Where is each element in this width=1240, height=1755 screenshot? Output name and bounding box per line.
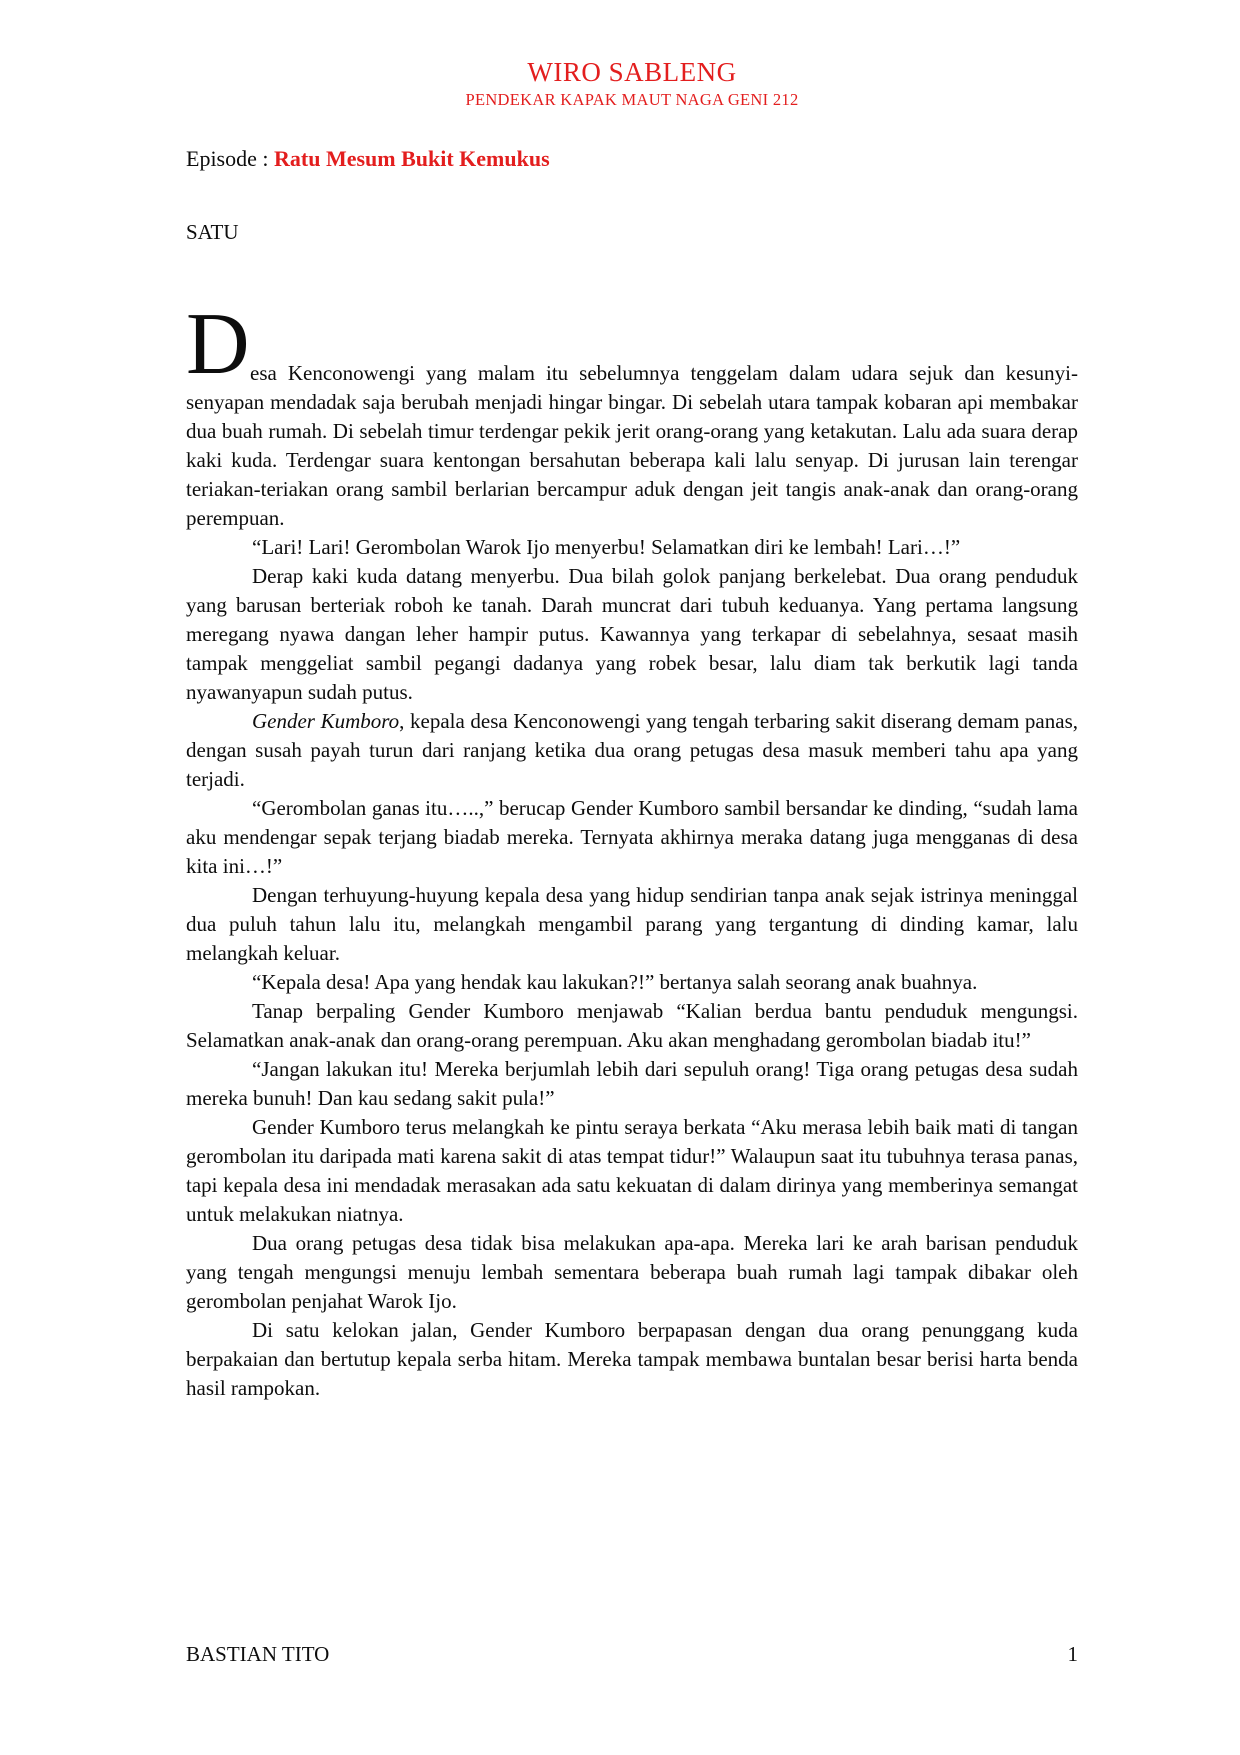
text-segment: Di satu kelokan jalan, Gender Kumboro berpapasan dengan dua orang penunggang kuda berpakaian dan bertutup kepala serba hitam. Mereka tampak membawa buntalan besar berisi harta benda hasil rampokan. — [186, 1318, 1078, 1401]
paragraph — [186, 533, 1078, 562]
text-segment: , kepala desa Kenconowengi yang tengah terbaring sakit diserang demam panas, dengan susah payah turun dari ranjang ketika dua orang petugas desa masuk memberi tahu apa yang terjadi. — [186, 709, 1078, 792]
paragraph — [186, 881, 1078, 968]
text-segment: “Jangan lakukan itu! Mereka berjumlah lebih dari sepuluh orang! Tiga orang petugas desa sudah mereka bunuh! Dan kau sedang sakit pula!” — [186, 1057, 1078, 1111]
text-segment: Dengan terhuyung-huyung kepala desa yang hidup sendirian tanpa anak sejak istrinya meninggal dua puluh tahun lalu itu, melangkah mengambil parang yang tergantung di dinding kamar, lalu melangkah keluar. — [186, 883, 1078, 966]
paragraph — [186, 1229, 1078, 1316]
paragraph — [186, 296, 1078, 533]
text-segment: “Lari! Lari! Gerombolan Warok Ijo menyerbu! Selamatkan diri ke lembah! Lari…!” — [252, 535, 961, 560]
drop-cap: D — [186, 296, 250, 394]
paragraph — [186, 1113, 1078, 1229]
chapter-heading: SATU — [186, 220, 239, 245]
footer-page-number: 1 — [1067, 1642, 1078, 1666]
footer-author: BASTIAN TITO — [186, 1642, 330, 1666]
paragraph — [186, 968, 1078, 997]
text-segment: Dua orang petugas desa tidak bisa melakukan apa-apa. Mereka lari ke arah barisan penduduk yang tengah mengungsi menuju lembah sementara beberapa buah rumah lagi tampak dibakar oleh gerombolan penjahat Warok Ijo. — [186, 1231, 1078, 1314]
page-header — [186, 0, 1078, 110]
page-footer — [186, 1642, 1078, 1667]
book-title: WIRO SABLENG — [527, 57, 737, 87]
text-segment: esa Kenconowengi yang malam itu sebelumnya tenggelam dalam udara sejuk dan kesunyi-senyapan mendadak saja berubah menjadi hingar bingar. Di sebelah utara tampak kobaran api membakar dua buah rumah. Di sebelah timur terdengar pekik jerit orang-orang yang ketakutan. Lalu ada suara derap kaki kuda. Terdengar suara kentongan bersahutan beberapa kali lalu senyap. Di jurusan lain terengar teriakan-teriakan orang sambil berlarian bercampur aduk dengan jeit tangis anak-anak dan orang-orang perempuan. — [186, 361, 1078, 531]
page-content — [186, 0, 1078, 1403]
paragraph — [186, 707, 1078, 794]
text-segment: Gender Kumboro terus melangkah ke pintu seraya berkata “Aku merasa lebih baik mati di tangan gerombolan itu daripada mati karena sakit di atas tempat tidur!” Walaupun saat itu tubuhnya terasa panas, tapi kepala desa ini mendadak merasakan ada satu kekuatan di dalam dirinya yang memberinya semangat untuk melakukan niatnya. — [186, 1115, 1078, 1227]
paragraph — [186, 1055, 1078, 1113]
text-segment: “Kepala desa! Apa yang hendak kau lakukan?!” bertanya salah seorang anak buahnya. — [252, 970, 978, 995]
episode-line — [186, 146, 1078, 172]
text-segment: Tanap berpaling Gender Kumboro menjawab “Kalian berdua bantu penduduk mengungsi. Selamatkan anak-anak dan orang-orang perempuan. Aku akan menghadang gerombolan biadab itu!” — [186, 999, 1078, 1053]
body-text — [186, 296, 1078, 1403]
paragraph — [186, 1316, 1078, 1403]
text-segment: Gender Kumboro — [252, 709, 400, 734]
text-segment: “Gerombolan ganas itu…..,” berucap Gender Kumboro sambil bersandar ke dinding, “sudah lama aku mendengar sepak terjang biadab mereka. Ternyata akhirnya meraka datang juga mengganas di desa kita ini…!” — [186, 796, 1078, 879]
paragraph — [186, 997, 1078, 1055]
text-segment: Derap kaki kuda datang menyerbu. Dua bilah golok panjang berkelebat. Dua orang penduduk yang barusan berteriak roboh ke tanah. Darah muncrat dari tubuh keduanya. Yang pertama langsung meregang nyawa dangan leher hampir putus. Kawannya yang terkapar di sebelahnya, sesaat masih tampak menggeliat sambil pegangi dadanya yang robek besar, lalu diam tak berkutik lagi tanda nyawanyapun sudah putus. — [186, 564, 1078, 705]
paragraph — [186, 794, 1078, 881]
book-subtitle: PENDEKAR KAPAK MAUT NAGA GENI 212 — [465, 89, 799, 109]
paragraph — [186, 562, 1078, 707]
episode-label: Episode : — [186, 146, 269, 172]
episode-title: Ratu Mesum Bukit Kemukus — [274, 146, 550, 172]
